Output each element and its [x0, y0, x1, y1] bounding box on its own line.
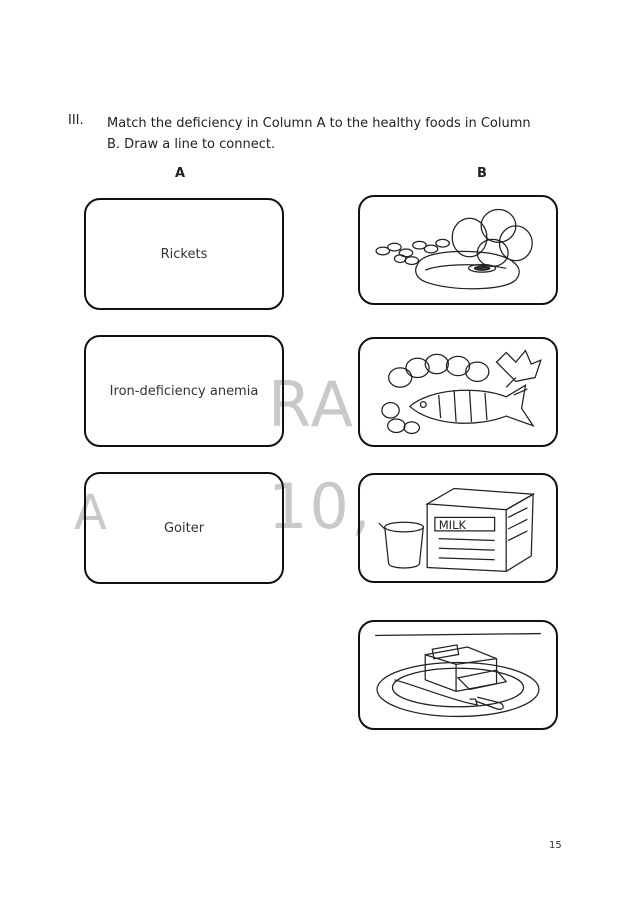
- instruction-text: Match the deficiency in Column A to the healthy foods in Column B. Draw a line to connect.: [107, 116, 531, 152]
- column-b-heading: B: [477, 166, 487, 181]
- food-box-milk[interactable]: [358, 473, 558, 583]
- eggs-beans-meat-icon: [360, 197, 556, 303]
- milk-label: MILK: [438, 517, 467, 532]
- food-box-butter[interactable]: [358, 620, 558, 730]
- food-box-fish-vegetables[interactable]: [358, 337, 558, 447]
- butter-plate-knife-icon: [360, 622, 556, 728]
- fish-vegetables-icon: [360, 339, 556, 445]
- column-a-heading: A: [175, 166, 186, 181]
- page-number: 15: [549, 840, 562, 851]
- watermark-text: 10,: [268, 470, 373, 543]
- watermark-text: RA: [268, 368, 355, 441]
- deficiency-label: Iron-deficiency anemia: [109, 383, 259, 399]
- match-box-anemia[interactable]: [84, 335, 284, 447]
- instruction-number: III.: [68, 113, 84, 128]
- milk-carton-cup-icon: [360, 475, 556, 581]
- food-box-eggs-meat[interactable]: [358, 195, 558, 305]
- deficiency-label: Rickets: [160, 246, 208, 262]
- watermark-text: A: [74, 485, 109, 541]
- match-box-goiter[interactable]: [84, 472, 284, 584]
- deficiency-label: Goiter: [163, 520, 205, 536]
- match-box-rickets[interactable]: [84, 198, 284, 310]
